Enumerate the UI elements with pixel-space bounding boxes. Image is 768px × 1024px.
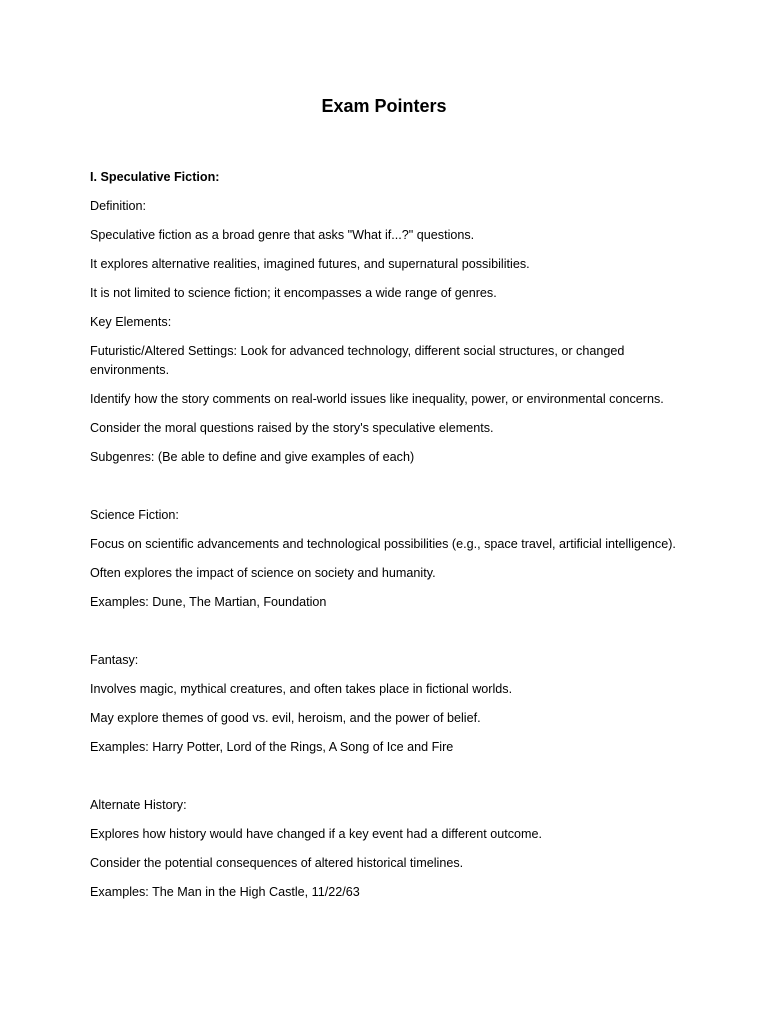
section-spacer (90, 622, 690, 651)
definition-line: Speculative fiction as a broad genre that asks "What if...?" questions. (90, 228, 475, 242)
section-spacer (90, 477, 690, 506)
section-spacer (90, 767, 690, 796)
alternate-history-line: Examples: The Man in the High Castle, 11/22/63 (90, 885, 360, 899)
key-elements-label: Key Elements: (90, 315, 172, 329)
alternate-history-line: Consider the potential consequences of altered historical timelines. (90, 856, 464, 870)
fantasy-line: Examples: Harry Potter, Lord of the Rings, A Song of Ice and Fire (90, 740, 454, 754)
alternate-history-label: Alternate History: (90, 798, 187, 812)
key-elements-line: Subgenres: (Be able to define and give examples of each) (90, 450, 415, 464)
page-title: Exam Pointers (321, 96, 447, 116)
fantasy-line: May explore themes of good vs. evil, heroism, and the power of belief. (90, 711, 481, 725)
science-fiction-line: Examples: Dune, The Martian, Foundation (90, 595, 327, 609)
definition-line: It is not limited to science fiction; it encompasses a wide range of genres. (90, 286, 497, 300)
science-fiction-line: Often explores the impact of science on society and humanity. (90, 566, 436, 580)
science-fiction-line: Focus on scientific advancements and technological possibilities (e.g., space travel, artificial intelligence). (90, 537, 676, 551)
key-elements-line: Identify how the story comments on real-world issues like inequality, power, or environmental concerns. (90, 392, 664, 406)
science-fiction-label: Science Fiction: (90, 508, 179, 522)
fantasy-label: Fantasy: (90, 653, 139, 667)
alternate-history-line: Explores how history would have changed if a key event had a different outcome. (90, 827, 543, 841)
definition-label: Definition: (90, 199, 147, 213)
definition-line: It explores alternative realities, imagined futures, and supernatural possibilities. (90, 257, 530, 271)
document-body (90, 168, 690, 912)
key-elements-line: Consider the moral questions raised by the story's speculative elements. (90, 421, 494, 435)
fantasy-line: Involves magic, mythical creatures, and often takes place in fictional worlds. (90, 682, 513, 696)
key-elements-line: Futuristic/Altered Settings: Look for advanced technology, different social structures, or changed environments. (90, 344, 625, 377)
section-heading: I. Speculative Fiction: (90, 170, 220, 184)
